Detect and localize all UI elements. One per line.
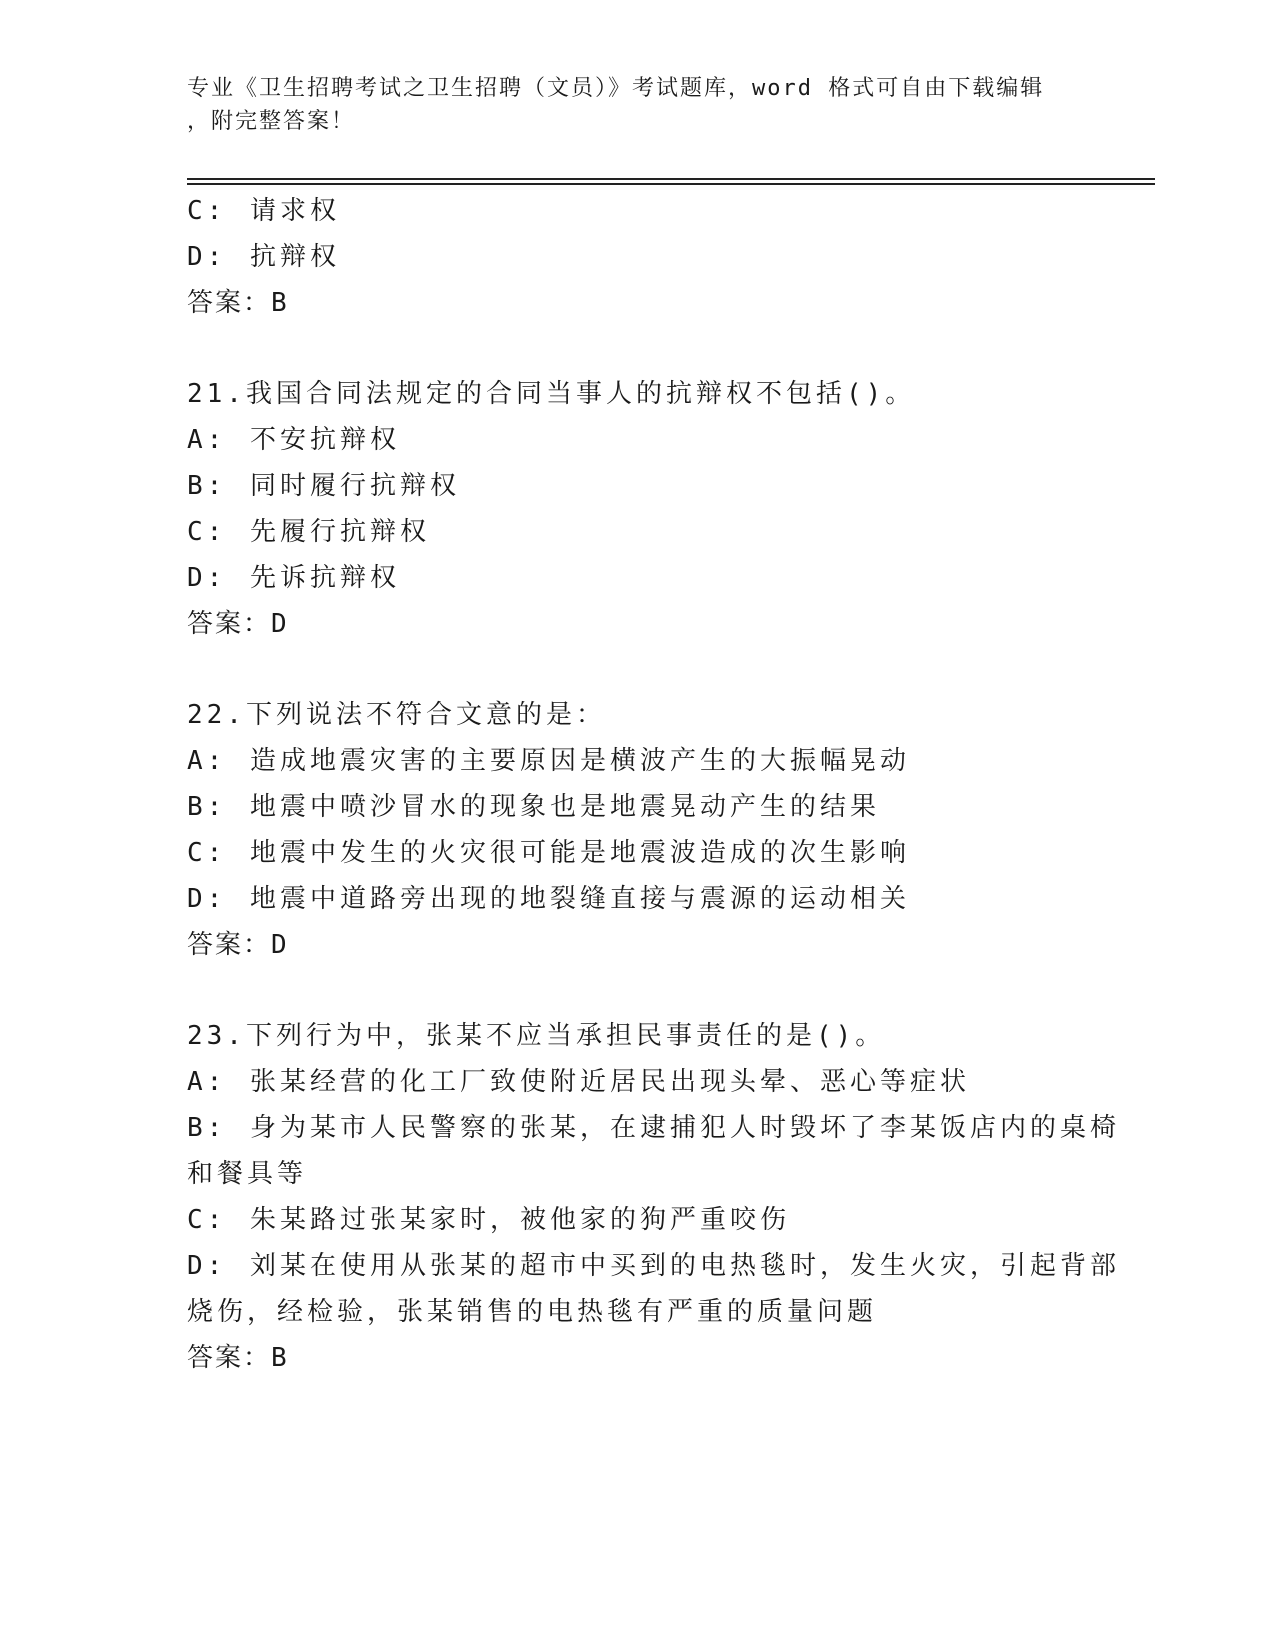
header-divider-top xyxy=(187,178,1155,180)
option-b: B: 身为某市人民警察的张某，在逮捕犯人时毁坏了李某饭店内的桌椅 xyxy=(187,1113,1120,1143)
option-d-continuation: 烧伤，经检验，张某销售的电热毯有严重的质量问题 xyxy=(187,1297,878,1327)
option-d: D: 先诉抗辩权 xyxy=(187,563,400,593)
option-b-continuation: 和餐具等 xyxy=(187,1159,308,1189)
option-b: B: 地震中喷沙冒水的现象也是地震晃动产生的结果 xyxy=(187,792,880,822)
question-list xyxy=(187,188,1120,1381)
spacer xyxy=(187,647,1077,692)
option-c: C: 朱某路过张某家时，被他家的狗严重咬伤 xyxy=(187,1205,790,1235)
header-line-2: ，附完整答案！ xyxy=(187,109,356,134)
answer-line: 答案：D xyxy=(187,930,289,960)
option-d: D: 地震中道路旁出现的地裂缝直接与震源的运动相关 xyxy=(187,884,910,914)
option-a: A: 不安抗辩权 xyxy=(187,425,400,455)
question-block-21 xyxy=(187,371,1077,647)
option-a: A: 张某经营的化工厂致使附近居民出现头晕、恶心等症状 xyxy=(187,1067,970,1097)
question-block-23 xyxy=(187,1013,1120,1381)
question-block-22 xyxy=(187,692,1077,968)
question-stem: 21.我国合同法规定的合同当事人的抗辩权不包括()。 xyxy=(187,379,916,409)
option-d: D: 刘某在使用从张某的超市中买到的电热毯时，发生火灾，引起背部 xyxy=(187,1251,1120,1281)
spacer xyxy=(187,326,1077,371)
option-d: D: 抗辩权 xyxy=(187,242,340,272)
answer-line: 答案：B xyxy=(187,1343,289,1373)
answer-line: 答案：D xyxy=(187,609,289,639)
spacer xyxy=(187,968,1077,1013)
document-header xyxy=(187,72,1087,138)
question-stem: 23.下列行为中，张某不应当承担民事责任的是()。 xyxy=(187,1021,886,1051)
answer-line: 答案：B xyxy=(187,288,289,318)
header-divider-bottom xyxy=(187,183,1155,185)
option-a: A: 造成地震灾害的主要原因是横波产生的大振幅晃动 xyxy=(187,746,910,776)
question-stem: 22.下列说法不符合文意的是： xyxy=(187,700,606,730)
option-c: C: 地震中发生的火灾很可能是地震波造成的次生影响 xyxy=(187,838,910,868)
option-c: C: 先履行抗辩权 xyxy=(187,517,430,547)
option-c: C: 请求权 xyxy=(187,196,340,226)
option-b: B: 同时履行抗辩权 xyxy=(187,471,460,501)
question-block-continued xyxy=(187,188,1077,326)
header-line-1: 专业《卫生招聘考试之卫生招聘（文员）》考试题库，word 格式可自由下载编辑 xyxy=(187,76,1045,101)
